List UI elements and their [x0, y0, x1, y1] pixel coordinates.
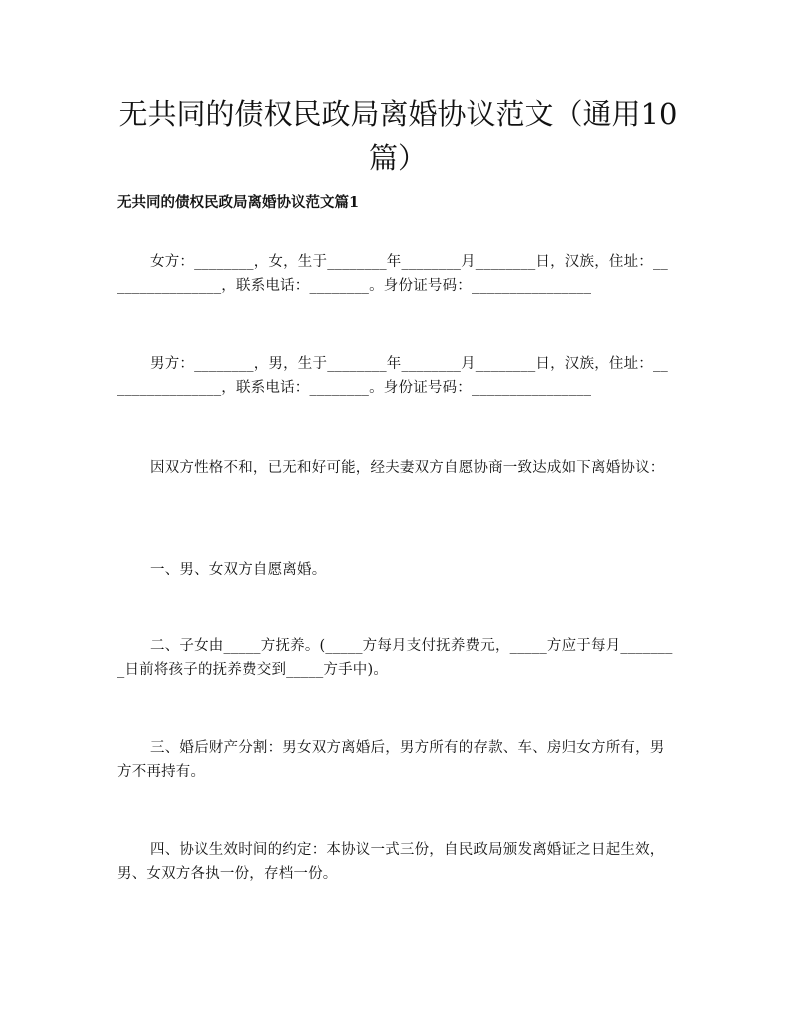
paragraph-clause-2: 二、子女由_____方抚养。(_____方每月支付抚养费元，_____方应于每月________日前将孩子的抚养费交到_____方手中)。 [117, 638, 673, 678]
document-title: 无共同的债权民政局离婚协议范文（通用10篇） [118, 97, 678, 175]
paragraph-clause-3: 三、婚后财产分割：男女双方离婚后，男方所有的存款、车、房归女方所有，男方不再持有。 [117, 740, 665, 780]
paragraph-intro: 因双方性格不和，已无和好可能，经夫妻双方自愿协商一致达成如下离婚协议： [150, 460, 665, 476]
paragraph-wife-info: 女方：________，女，生于________年________月________日，汉族，住址：________________，联系电话：________。身份证号码：________________ [117, 254, 668, 294]
paragraph-clause-4: 四、协议生效时间的约定：本协议一式三份，自民政局颁发离婚证之日起生效，男、女双方各执一份，存档一份。 [117, 842, 665, 882]
section-title: 无共同的债权民政局离婚协议范文篇1 [117, 194, 360, 211]
paragraph-clause-1: 一、男、女双方自愿离婚。 [150, 562, 327, 578]
paragraph-husband-info: 男方：________，男，生于________年________月________日，汉族，住址：________________，联系电话：________。身份证号码：________________ [117, 356, 668, 396]
